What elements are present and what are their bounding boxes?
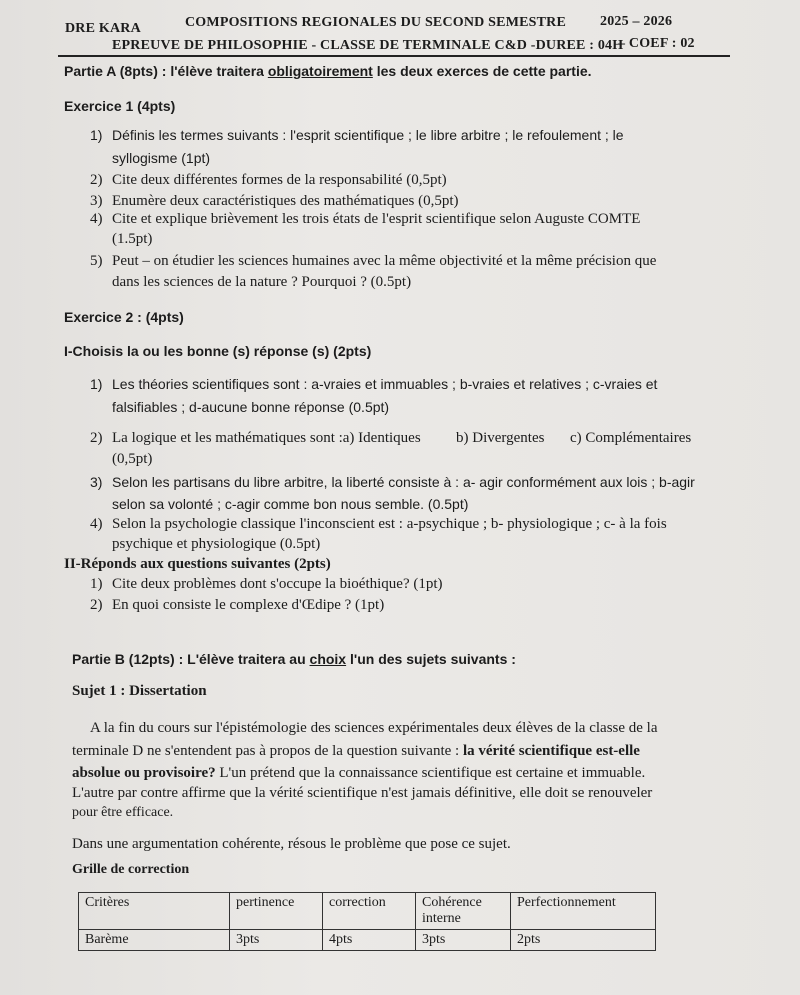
grille-title: Grille de correction xyxy=(72,862,190,877)
ex1-item-1: 1) Définis les termes suivants : l'esprit scientifique ; le libre arbitre ; le refoulement ; le xyxy=(90,127,624,143)
grille-cell: Cohérence interne xyxy=(416,893,511,930)
ex2-q2-option-b: b) Divergentes xyxy=(456,430,545,446)
ex1-item-4-cont: (1.5pt) xyxy=(112,231,153,247)
ex2-r1: 1) Cite deux problèmes dont s'occupe la bioéthique? (1pt) xyxy=(90,576,443,592)
ex2-section-2: II-Réponds aux questions suivantes (2pts) xyxy=(64,556,331,572)
ex2-q1: 1) Les théories scientifiques sont : a-vraies et immuables ; b-vraies et relatives ; c-vraies et xyxy=(90,376,658,392)
ex2-q2-cont: (0,5pt) xyxy=(112,451,153,467)
ex2-title: Exercice 2 : (4pts) xyxy=(64,309,184,325)
header-year: 2025 – 2026 xyxy=(600,14,673,29)
sujet-text-5: pour être efficace. xyxy=(72,805,174,820)
grille-cell: Barème xyxy=(79,930,230,951)
ex1-item-3: 3) Enumère deux caractéristiques des mathématiques (0,5pt) xyxy=(90,193,459,209)
sujet-text-1: A la fin du cours sur l'épistémologie des sciences expérimentales deux élèves de la classe de la xyxy=(90,720,658,736)
ex2-q2: 2) La logique et les mathématiques sont :a) Identiques xyxy=(90,430,421,446)
grille-cell: Perfectionnement xyxy=(511,893,656,930)
ex1-item-5: 5) Peut – on étudier les sciences humaines avec la même objectivité et la même précision que xyxy=(90,253,657,269)
ex2-q1-cont: falsifiables ; d-aucune bonne réponse (0.5pt) xyxy=(112,399,390,415)
sujet-text-4: L'autre par contre affirme que la vérité scientifique n'est jamais définitive, elle doit se renouveler xyxy=(72,785,653,801)
header-rule xyxy=(58,55,730,57)
grille-row-bareme xyxy=(79,930,656,951)
grille-cell: 3pts xyxy=(416,930,511,951)
ex1-item-2: 2) Cite deux différentes formes de la responsabilité (0,5pt) xyxy=(90,172,447,188)
partB-heading: Partie B (12pts) : L'élève traitera au choix l'un des sujets suivants : xyxy=(72,651,516,667)
grille-cell: pertinence xyxy=(230,893,323,930)
grille-cell: 2pts xyxy=(511,930,656,951)
sujet-consigne: Dans une argumentation cohérente, résous le problème que pose ce sujet. xyxy=(72,836,511,852)
sujet-title: Sujet 1 : Dissertation xyxy=(72,683,207,699)
sujet-text-2: terminale D ne s'entendent pas à propos de la question suivante : la vérité scientifique est-elle xyxy=(72,743,640,759)
grille-row-criteres xyxy=(79,893,656,930)
ex2-q4: 4) Selon la psychologie classique l'inconscient est : a-psychique ; b- physiologique ; c- à la fois xyxy=(90,516,667,532)
grille-cell: correction xyxy=(323,893,416,930)
grille-cell: 3pts xyxy=(230,930,323,951)
ex2-q3: 3) Selon les partisans du libre arbitre, la liberté consiste à : a- agir conformément aux lois ; b-agir xyxy=(90,474,695,490)
grille-cell: Critères xyxy=(79,893,230,930)
ex1-item-4: 4) Cite et explique brièvement les trois états de l'esprit scientifique selon Auguste COMTE xyxy=(90,211,641,227)
ex2-q3-cont: selon sa volonté ; c-agir comme bon nous semble. (0.5pt) xyxy=(112,496,469,512)
ex2-q2-option-c: c) Complémentaires xyxy=(570,430,692,446)
ex1-title: Exercice 1 (4pts) xyxy=(64,98,176,114)
header-subtitle: EPREUVE DE PHILOSOPHIE - CLASSE DE TERMINALE C&D -DUREE : 04H xyxy=(112,38,624,53)
ex2-r2: 2) En quoi consiste le complexe d'Œdipe ? (1pt) xyxy=(90,597,385,613)
partA-heading: Partie A (8pts) : l'élève traitera obligatoirement les deux exerces de cette partie. xyxy=(64,63,592,79)
header-coef: – COEF : 02 xyxy=(618,36,695,51)
header-title: COMPOSITIONS REGIONALES DU SECOND SEMESTRE xyxy=(185,15,567,30)
grille-table xyxy=(78,892,656,951)
grille-cell: 4pts xyxy=(323,930,416,951)
sujet-text-3: absolue ou provisoire? L'un prétend que la connaissance scientifique est certaine et immuable. xyxy=(72,765,646,781)
ex2-q4-cont: psychique et physiologique (0.5pt) xyxy=(112,536,321,552)
ex2-section-1: I-Choisis la ou les bonne (s) réponse (s) (2pts) xyxy=(64,343,372,359)
ex1-item-1-cont: syllogisme (1pt) xyxy=(112,150,211,166)
header-left: DRE KARA xyxy=(65,21,141,36)
ex1-item-5-cont: dans les sciences de la nature ? Pourquoi ? (0.5pt) xyxy=(112,274,412,290)
